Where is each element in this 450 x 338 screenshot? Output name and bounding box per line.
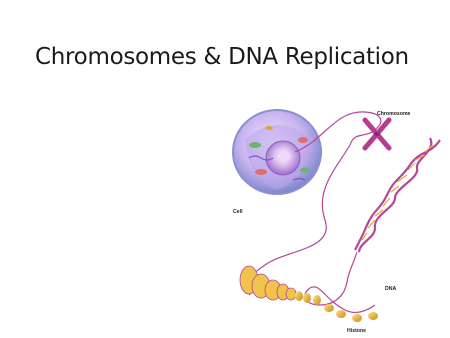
label-cell: Cell [233,209,243,215]
histones-graphic [295,291,378,322]
label-dna: DNA [385,286,397,292]
cell-graphic [233,110,321,194]
label-histone: Histone [347,328,367,334]
slide-title: Chromosomes & DNA Replication [35,44,409,70]
label-chromosome: Chromosome [377,111,411,117]
chromosome-dna-illustration [225,100,445,335]
condensed-chromatin-graphic [240,266,296,300]
dna-helix-graphic [355,138,440,252]
